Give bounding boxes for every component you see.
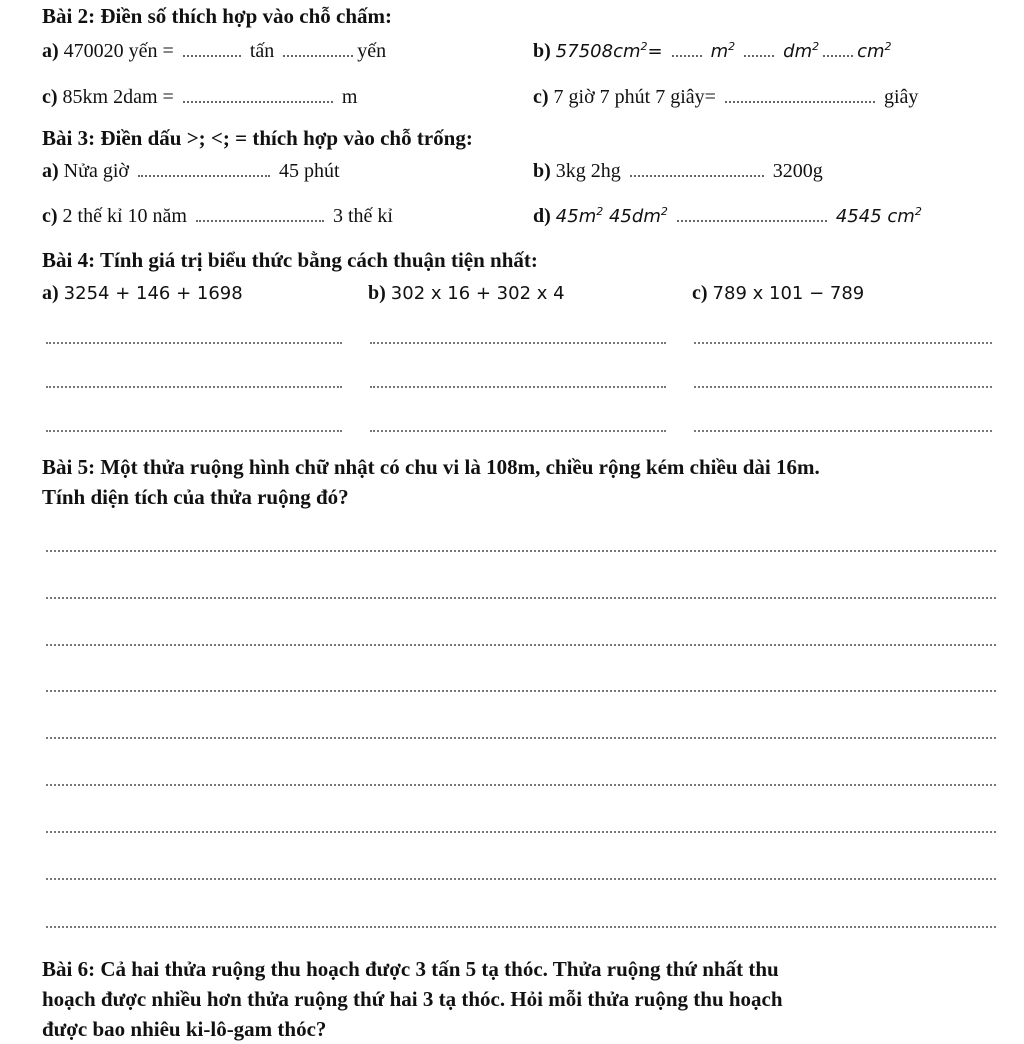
bai2-d-blank[interactable] xyxy=(725,87,875,103)
bai5-line2: Tính diện tích của thửa ruộng đó? xyxy=(42,485,349,509)
bai4-a-expr: 3254 + 146 + 1698 xyxy=(63,283,243,304)
bai2-b-exp1: 2 xyxy=(640,40,648,53)
bai3-d-num3: 4545 xyxy=(835,206,882,227)
bai2-b-unit1: cm xyxy=(613,41,641,62)
bai2-item-d xyxy=(533,86,918,109)
bai3-d-unit3: cm xyxy=(887,206,915,227)
bai4-title: Bài 4: Tính giá trị biểu thức bằng cách thuận tiện nhất: xyxy=(42,248,538,272)
bai3-d-label: d) xyxy=(533,205,551,227)
bai2-c-label: c) xyxy=(42,86,58,108)
bai4-a-answer-line[interactable] xyxy=(46,386,342,388)
bai3-a-blank[interactable] xyxy=(138,161,270,177)
bai3-c-label: c) xyxy=(42,205,58,227)
bai2-a-text2: tấn xyxy=(249,40,275,62)
bai2-b-blank2[interactable] xyxy=(744,41,774,57)
bai2-b-exp4: 2 xyxy=(884,40,892,53)
bai4-a-answer-line[interactable] xyxy=(46,430,342,432)
bai2-c-text1: 85km 2dam = xyxy=(62,86,174,108)
bai4-c-expr: 789 x 101 − 789 xyxy=(712,283,865,304)
bai3-d-num1: 45 xyxy=(555,206,579,227)
bai4-c-label: c) xyxy=(692,282,708,304)
bai6-line2: hoạch được nhiều hơn thửa ruộng thứ hai 3 tạ thóc. Hỏi mỗi thửa ruộng thu hoạch xyxy=(42,987,783,1011)
bai2-d-text2: giây xyxy=(883,86,919,108)
bai2-b-unit3: dm xyxy=(783,41,813,62)
bai3-d-unit2: dm xyxy=(631,206,661,227)
bai3-title: Bài 3: Điền dấu >; <; = thích hợp vào chỗ trống: xyxy=(42,126,473,150)
bai2-item-b xyxy=(533,40,892,63)
bai3-a-label: a) xyxy=(42,160,59,182)
bai3-item-a xyxy=(42,160,340,183)
bai2-b-unit2: m xyxy=(710,41,729,62)
bai2-c-blank[interactable] xyxy=(183,87,333,103)
bai5-answer-line[interactable] xyxy=(46,737,996,739)
bai6-line3: được bao nhiêu ki-lô-gam thóc? xyxy=(42,1017,327,1041)
bai2-b-label: b) xyxy=(533,40,551,62)
bai3-a-right: 45 phút xyxy=(278,160,340,182)
bai2-title: Bài 2: Điền số thích hợp vào chỗ chấm: xyxy=(42,4,392,28)
bai2-a-text3: yến xyxy=(357,40,387,62)
bai3-d-blank[interactable] xyxy=(677,206,827,222)
bai3-d-exp2: 2 xyxy=(660,205,668,218)
bai4-item-a xyxy=(42,282,243,305)
bai3-b-right: 3200g xyxy=(772,160,823,182)
bai3-d-exp3: 2 xyxy=(914,205,922,218)
bai4-a-label: a) xyxy=(42,282,59,304)
bai2-a-blank1[interactable] xyxy=(183,41,241,57)
bai3-c-blank[interactable] xyxy=(196,206,324,222)
bai2-a-label: a) xyxy=(42,40,59,62)
bai4-item-b xyxy=(368,282,565,305)
bai4-c-answer-line[interactable] xyxy=(694,342,992,344)
bai4-a-answer-line[interactable] xyxy=(46,342,342,344)
bai2-d-text1: 7 giờ 7 phút 7 giây= xyxy=(553,86,716,108)
bai3-a-left: Nửa giờ xyxy=(63,160,129,182)
bai2-d-label: c) xyxy=(533,86,549,108)
bai2-b-blank3[interactable] xyxy=(823,41,853,57)
bai5-answer-line[interactable] xyxy=(46,644,996,646)
bai5-answer-line[interactable] xyxy=(46,550,996,552)
bai4-c-answer-line[interactable] xyxy=(694,430,992,432)
bai2-b-blank1[interactable] xyxy=(672,41,702,57)
bai6-question xyxy=(42,954,1012,1044)
bai3-item-c xyxy=(42,205,393,228)
bai3-b-label: b) xyxy=(533,160,551,182)
bai5-question xyxy=(42,452,1012,512)
bai3-d-unit1: m xyxy=(578,206,597,227)
bai2-a-text1: 470020 yến = xyxy=(63,40,174,62)
bai2-b-exp2: 2 xyxy=(728,40,736,53)
bai5-answer-line[interactable] xyxy=(46,831,996,833)
bai2-item-c xyxy=(42,86,357,109)
bai5-answer-line[interactable] xyxy=(46,597,996,599)
bai2-item-a xyxy=(42,40,386,63)
bai3-b-blank[interactable] xyxy=(630,161,764,177)
bai5-answer-line[interactable] xyxy=(46,878,996,880)
bai2-c-text2: m xyxy=(341,86,358,108)
bai4-b-answer-line[interactable] xyxy=(370,430,666,432)
bai3-item-b xyxy=(533,160,823,183)
bai4-item-c xyxy=(692,282,864,305)
bai3-d-num2: 45 xyxy=(608,206,632,227)
bai5-answer-line[interactable] xyxy=(46,784,996,786)
bai2-b-equals: = xyxy=(647,41,663,62)
bai4-b-expr: 302 x 16 + 302 x 4 xyxy=(390,283,565,304)
bai2-b-unit4: cm xyxy=(857,41,885,62)
bai5-line1: Bài 5: Một thửa ruộng hình chữ nhật có chu vi là 108m, chiều rộng kém chiều dài 16m. xyxy=(42,455,820,479)
bai2-b-exp3: 2 xyxy=(812,40,820,53)
bai4-b-label: b) xyxy=(368,282,386,304)
bai4-c-answer-line[interactable] xyxy=(694,386,992,388)
bai2-b-number: 57508 xyxy=(555,41,614,62)
bai6-line1: Bài 6: Cả hai thửa ruộng thu hoạch được 3 tấn 5 tạ thóc. Thửa ruộng thứ nhất thu xyxy=(42,957,779,981)
bai4-b-answer-line[interactable] xyxy=(370,342,666,344)
bai2-a-blank2[interactable] xyxy=(283,41,353,57)
bai5-answer-line[interactable] xyxy=(46,690,996,692)
bai3-item-d xyxy=(533,205,922,228)
bai3-d-exp1: 2 xyxy=(596,205,604,218)
bai3-c-left: 2 thế kỉ 10 năm xyxy=(62,205,187,227)
bai3-b-left: 3kg 2hg xyxy=(555,160,621,182)
bai5-answer-line[interactable] xyxy=(46,926,996,928)
bai3-c-right: 3 thế kỉ xyxy=(332,205,393,227)
bai4-b-answer-line[interactable] xyxy=(370,386,666,388)
